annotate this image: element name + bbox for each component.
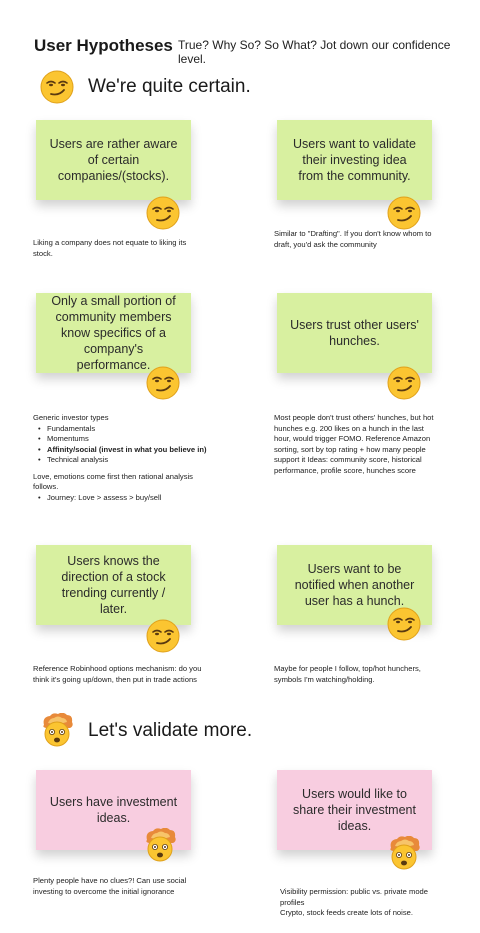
journey-list (33, 493, 208, 504)
note-text: Users knows the direction of a stock trending currently / later. (61, 554, 166, 616)
list-item: • Technical analysis (47, 455, 208, 466)
comment-text: Similar to "Drafting". If you don't know whom to draft, you'd ask the community (274, 229, 432, 249)
smirking-face-icon (387, 366, 421, 400)
comment-heading: Generic investor types (33, 413, 109, 422)
smirking-face-icon (146, 366, 180, 400)
section-heading-validate: Let's validate more. (88, 720, 253, 741)
comment-text: Reference Robinhood options mechanism: do you think it's going up/down, then put in trade actions (33, 664, 202, 684)
comment-text: Maybe for people I follow, top/hot hunchers, symbols I'm watching/holding. (274, 664, 421, 684)
exploding-head-icon (40, 713, 74, 747)
comment-block (33, 413, 208, 503)
exploding-head-icon (143, 828, 177, 862)
note-text: Users trust other users' hunches. (290, 318, 419, 348)
note-text: Users are rather aware of certain companies/(stocks). (49, 137, 178, 183)
smirking-face-icon (387, 196, 421, 230)
sticky-note[interactable] (277, 120, 432, 200)
sticky-note[interactable] (277, 293, 432, 373)
comment-text: Most people don't trust others' hunches, but hot hunches e.g. 200 likes on a hunch in the last hour, would trigger FOMO. Reference Amazon sorting, sort by top rating + how many people support it Ideas: community score, historical performance, profile score, hunches score (274, 413, 434, 475)
investor-type-list (33, 424, 208, 466)
note-text: Users would like to share their investment ideas. (293, 787, 416, 833)
list-item: • Affinity/social (invest in what you believe in) (47, 445, 208, 456)
list-item: • Momentums (47, 434, 208, 445)
sticky-note[interactable] (36, 545, 191, 625)
sticky-note[interactable] (36, 293, 191, 373)
sticky-note[interactable] (36, 120, 191, 200)
list-item: • Journey: Love > assess > buy/sell (47, 493, 208, 504)
comment-text: Liking a company does not equate to liking its stock. (33, 238, 187, 258)
note-text: Users have investment ideas. (49, 795, 178, 825)
note-text: Users want to validate their investing idea from the community. (293, 137, 416, 183)
page-title: User Hypotheses (34, 36, 173, 55)
smirking-face-icon (146, 196, 180, 230)
comment-line: Crypto, stock feeds create lots of noise. (280, 908, 413, 917)
comment-line: Visibility permission: public vs. private mode profiles (280, 887, 428, 907)
smirking-face-icon (387, 607, 421, 641)
note-text: Only a small portion of community members know specifics of a company's performance. (51, 294, 176, 372)
comment-block (280, 887, 445, 919)
page-subtitle: True? Why So? So What? Jot down our confidence level. (178, 38, 451, 66)
comment-paragraph: Love, emotions come first then rational analysis follows. (33, 471, 193, 491)
note-text: Users want to be notified when another user has a hunch. (294, 562, 415, 608)
exploding-head-icon (387, 836, 421, 870)
comment-text: Plenty people have no clues?! Can use social investing to overcome the initial ignorance (33, 876, 187, 896)
smirking-face-icon (146, 619, 180, 653)
list-item: • Fundamentals (47, 424, 208, 435)
section-heading-certain: We're quite certain. (88, 76, 251, 97)
smirking-face-icon (40, 70, 74, 104)
